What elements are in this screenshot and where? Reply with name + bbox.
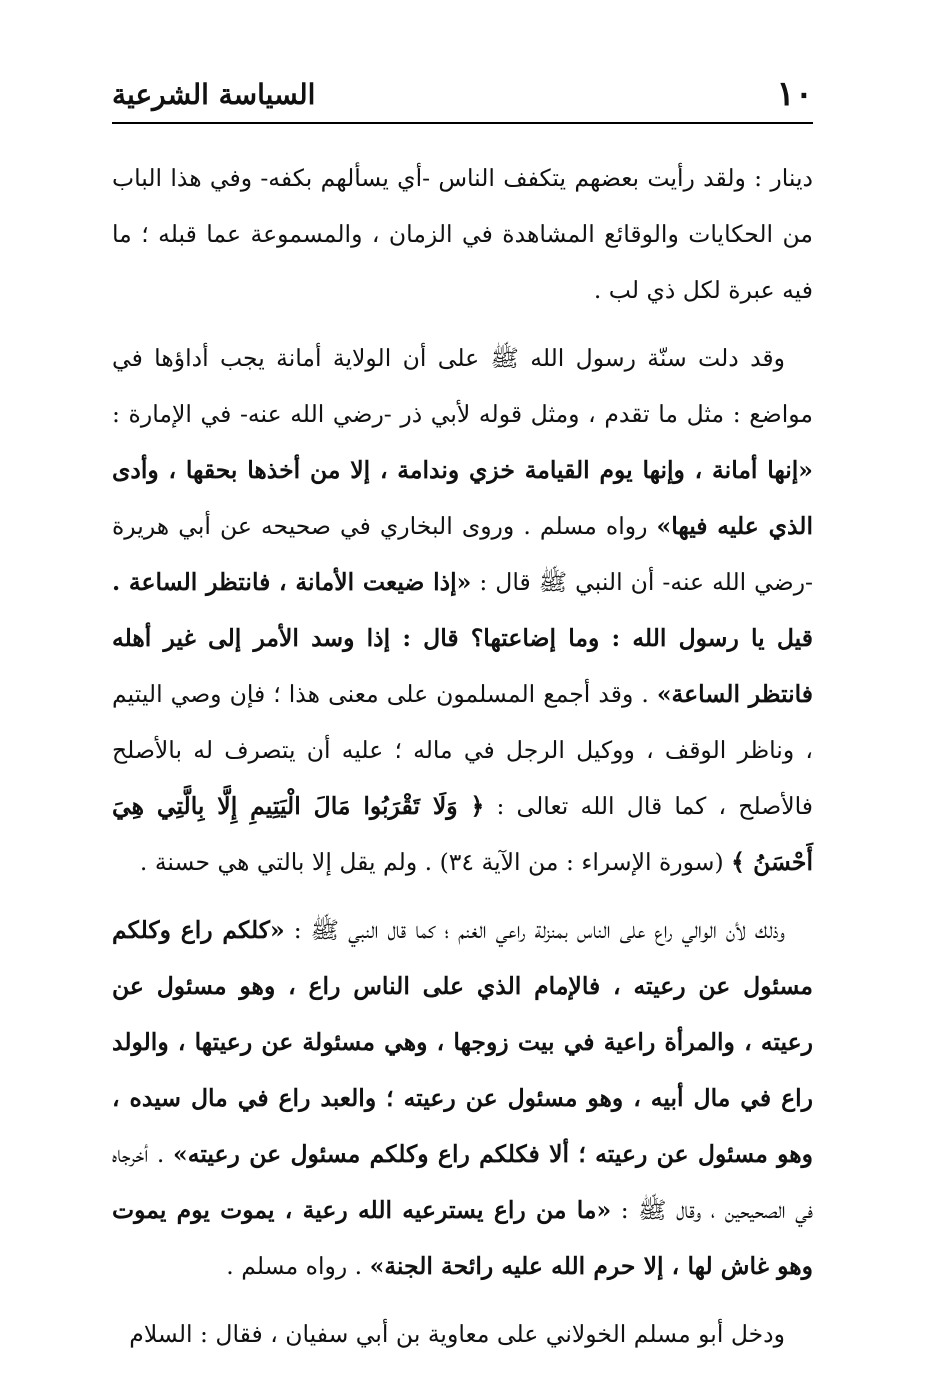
- paragraph-1: دينار : ولقد رأيت بعضهم يتكفف الناس -أي يسألهم بكفه- وفي هذا الباب من الحكايات والوقائع المشاهدة في الزمان ، والمسموعة عما قبله ؛ ما فيه عبرة لكل ذي لب .: [112, 164, 813, 304]
- running-title: السياسة الشرعية: [112, 78, 316, 111]
- hadith-quote-raa: «كلكم راع وكلكم مسئول عن رعيته ، فالإمام الذي على الناس راع ، وهو مسئول عن رعيته ، والمرأة راعية في بيت زوجها ، وهي مسئولة عن رعيتها ، والولد راع في مال أبيه ، وهو مسئول عن رعيته ؛ والعبد راع في مال سيده ، وهو مسئول عن رعيته ؛ ألا فكلكم راع وكلكم مسئول عن رعيته»: [112, 916, 813, 1168]
- page-header: [112, 70, 813, 124]
- paragraph-3-text-c: . أخرجاه في الصحيحين ، وقال ﷺ :: [112, 1140, 813, 1224]
- body-text: [112, 150, 813, 1374]
- paragraph-2-text-c: رواه مسلم . وروى البخاري في صحيحه عن أبي هريرة -رضي الله عنه- أن النبي ﷺ قال :: [112, 512, 813, 596]
- hadith-quote-amana: «إنها أمانة ، وإنها يوم القيامة خزي وندامة ، إلا من أخذها بحقها ، وأدى الذي عليه فيها»: [112, 456, 813, 540]
- paragraph-3: [112, 902, 813, 1294]
- hadith-quote-ghash: «ما من راع يسترعيه الله رعية ، يموت يوم يموت وهو غاش لها ، إلا حرم الله عليه رائحة الجنة»: [112, 1196, 813, 1280]
- paragraph-2-text-e: . وقد أجمع المسلمون على معنى هذا ؛ فإن وصي اليتيم ، وناظر الوقف ، ووكيل الرجل في ماله ؛ عليه أن يتصرف له بالأصلح فالأصلح ، كما قال الله تعالى :: [112, 680, 813, 820]
- paragraph-2-text-f: (سورة الإسراء : من الآية ٣٤) . ولم يقل إلا بالتي هي حسنة .: [139, 848, 732, 876]
- page-number: ١٠: [776, 74, 813, 114]
- quran-verse: ﴿ وَلَا تَقْرَبُوا مَالَ الْيَتِيمِ إِلَّا بِالَّتِي هِيَ أَحْسَنُ ﴾: [112, 792, 813, 876]
- hadith-quote-saa: «إذا ضيعت الأمانة ، فانتظر الساعة . قيل يا رسول الله : وما إضاعتها؟ قال : إذا وسد الأمر إلى غير أهله فانتظر الساعة»: [112, 568, 814, 708]
- paragraph-2-text-a: وقد دلت سنّة رسول الله ﷺ على أن الولاية أمانة يجب أداؤها في مواضع : مثل ما تقدم ، ومثل قوله لأبي ذر -رضي الله عنه- في الإمارة :: [112, 344, 813, 428]
- paragraph-4: ودخل أبو مسلم الخولاني على معاوية بن أبي سفيان ، فقال : السلام: [129, 1320, 785, 1348]
- paragraph-3-text-e: . رواه مسلم .: [226, 1252, 370, 1280]
- paragraph-3-text-a: وذلك لأن الوالي راع على الناس بمنزلة راعي الغنم ؛ كما قال النبي ﷺ :: [284, 916, 786, 944]
- paragraph-2: [112, 330, 813, 890]
